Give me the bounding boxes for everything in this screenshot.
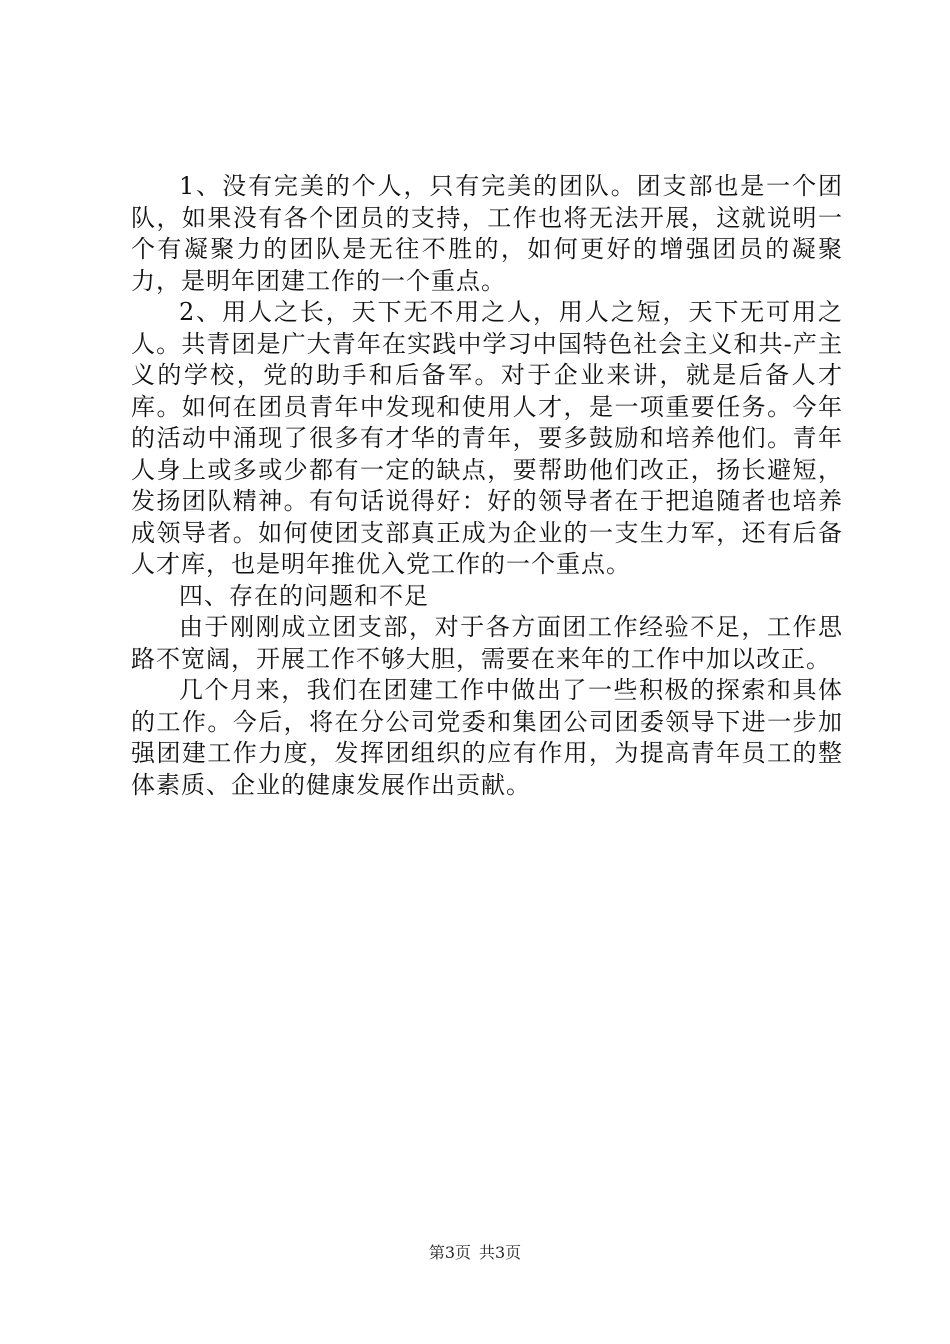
page-footer [0, 1243, 950, 1263]
page-total: 共3页 [479, 1243, 522, 1262]
section-heading-problems: 四、存在的问题和不足 [179, 581, 429, 610]
paragraph-talent: 2、用人之长，天下无不用之人，用人之短，天下无可用之人。共青团是广大青年在实践中学习中国特色社会主义和共-产主义的学校，党的助手和后备军。对于企业来讲，就是后备人才库。如何在团员青年中发现和使用人才，是一项重要任务。今年的活动中涌现了很多有才华的青年，要多鼓励和培养他们。青年人身上或多或少都有一定的缺点，要帮助他们改正，扬长避短，发扬团队精神。有句话说得好：好的领导者在于把追随者也培养成领导者。如何使团支部真正成为企业的一支生力军，还有后备人才库，也是明年推优入党工作的一个重点。 [131, 298, 843, 578]
paragraph-conclusion: 几个月来，我们在团建工作中做出了一些积极的探索和具体的工作。今后，将在分公司党委和集团公司团委领导下进一步加强团建工作力度，发挥团组织的应有作用，为提高青年员工的整体素质、企业的健康发展作出贡献。 [131, 676, 843, 799]
page-number: 第3页 [428, 1243, 471, 1262]
paragraph-shortcomings: 由于刚刚成立团支部，对于各方面团工作经验不足，工作思路不宽阔，开展工作不够大胆，需要在来年的工作中加以改正。 [131, 613, 843, 673]
paragraph-teamwork: 1、没有完美的个人，只有完美的团队。团支部也是一个团队，如果没有各个团员的支持，工作也将无法开展，这就说明一个有凝聚力的团队是无往不胜的，如何更好的增强团员的凝聚力，是明年团建工作的一个重点。 [131, 172, 843, 295]
document-body [131, 171, 843, 801]
